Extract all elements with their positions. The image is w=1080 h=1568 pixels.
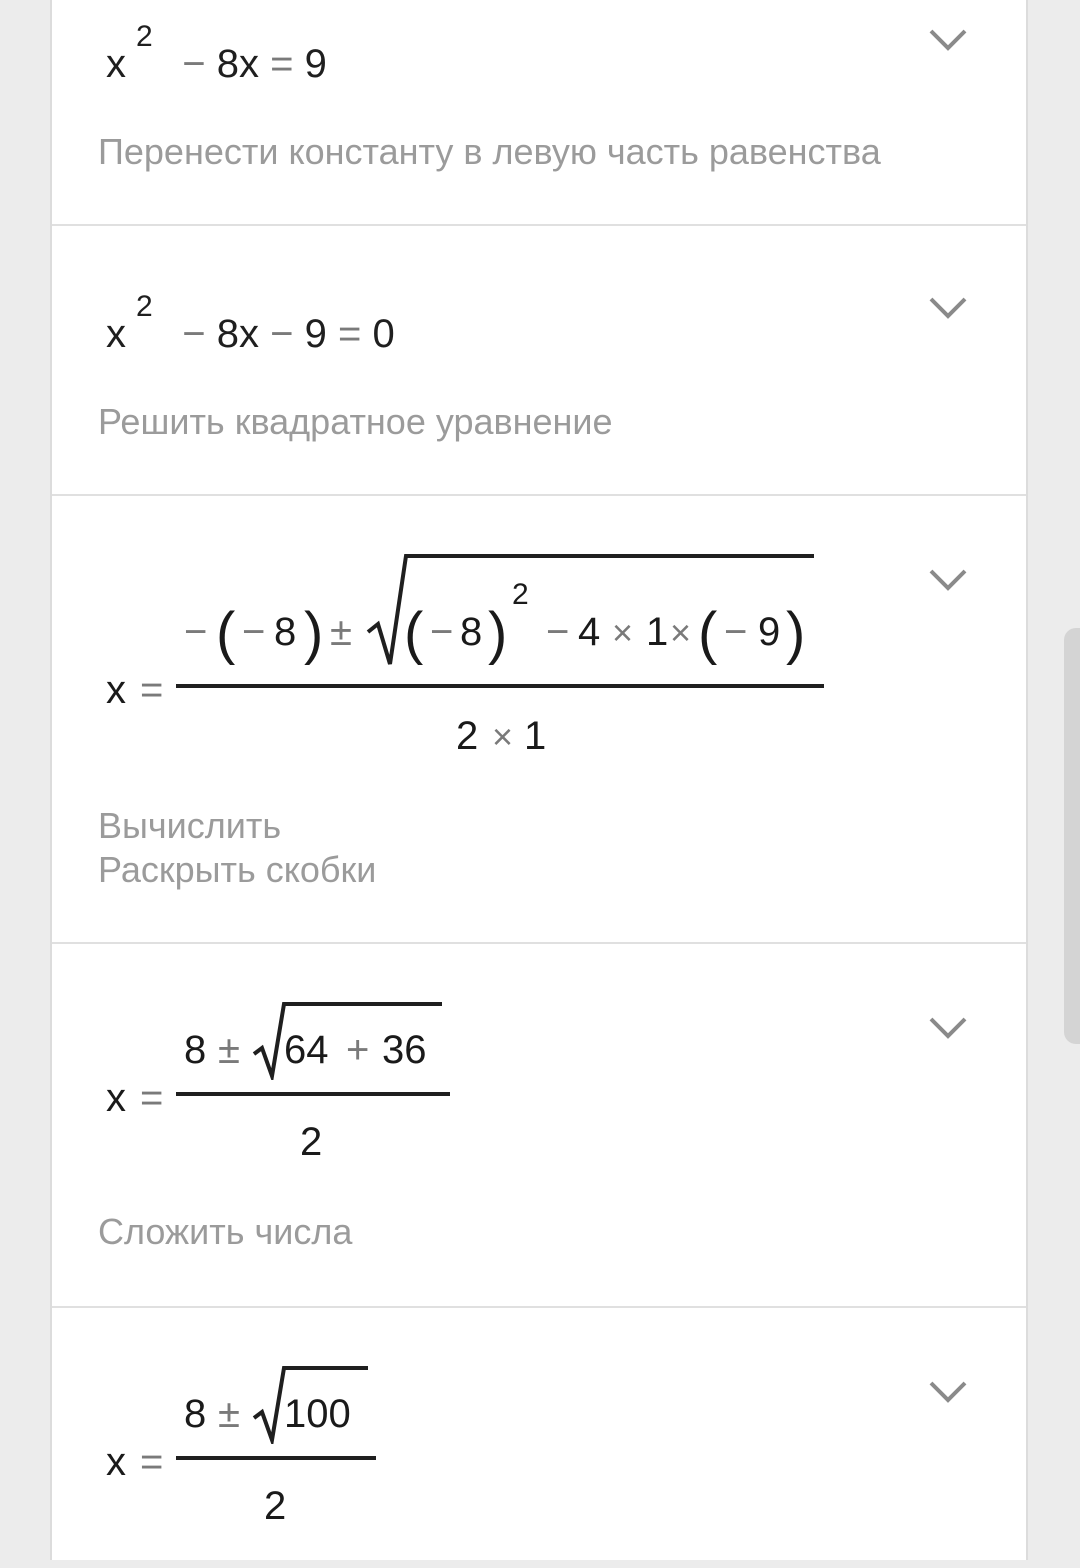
step-3[interactable] [52,496,1026,944]
equation: x 2 − 8x = 9 [106,20,327,86]
step-4[interactable] [52,944,1026,1308]
fraction-bar [176,1456,376,1460]
chevron-down-icon[interactable] [928,296,968,320]
equation: x = 8 ± 64 + 36 2 [52,944,1026,1184]
step-5[interactable] [52,1308,1026,1568]
step-1[interactable] [52,0,1026,226]
equation: x 2 − 8x − 9 = 0 [106,290,395,356]
step-2[interactable] [52,226,1026,496]
equation: x = 8 ± 100 2 [52,1308,1026,1548]
step-description: Решить квадратное уравнение [98,401,613,442]
scrollbar[interactable] [1064,628,1080,1044]
fraction-bar [176,1092,450,1096]
step-description: Вычислить Раскрыть скобки [98,805,377,890]
steps-panel [50,0,1028,1560]
fraction-bar [176,684,824,688]
chevron-down-icon[interactable] [928,28,968,52]
equation: x = − ( − 8 ) ± ( − 8 ) 2 − 4 × 1 × ( − 9 ) 2 × 1 [52,496,1026,796]
step-description: Сложить числа [98,1211,353,1252]
step-description: Перенести константу в левую часть равенства [98,131,881,172]
